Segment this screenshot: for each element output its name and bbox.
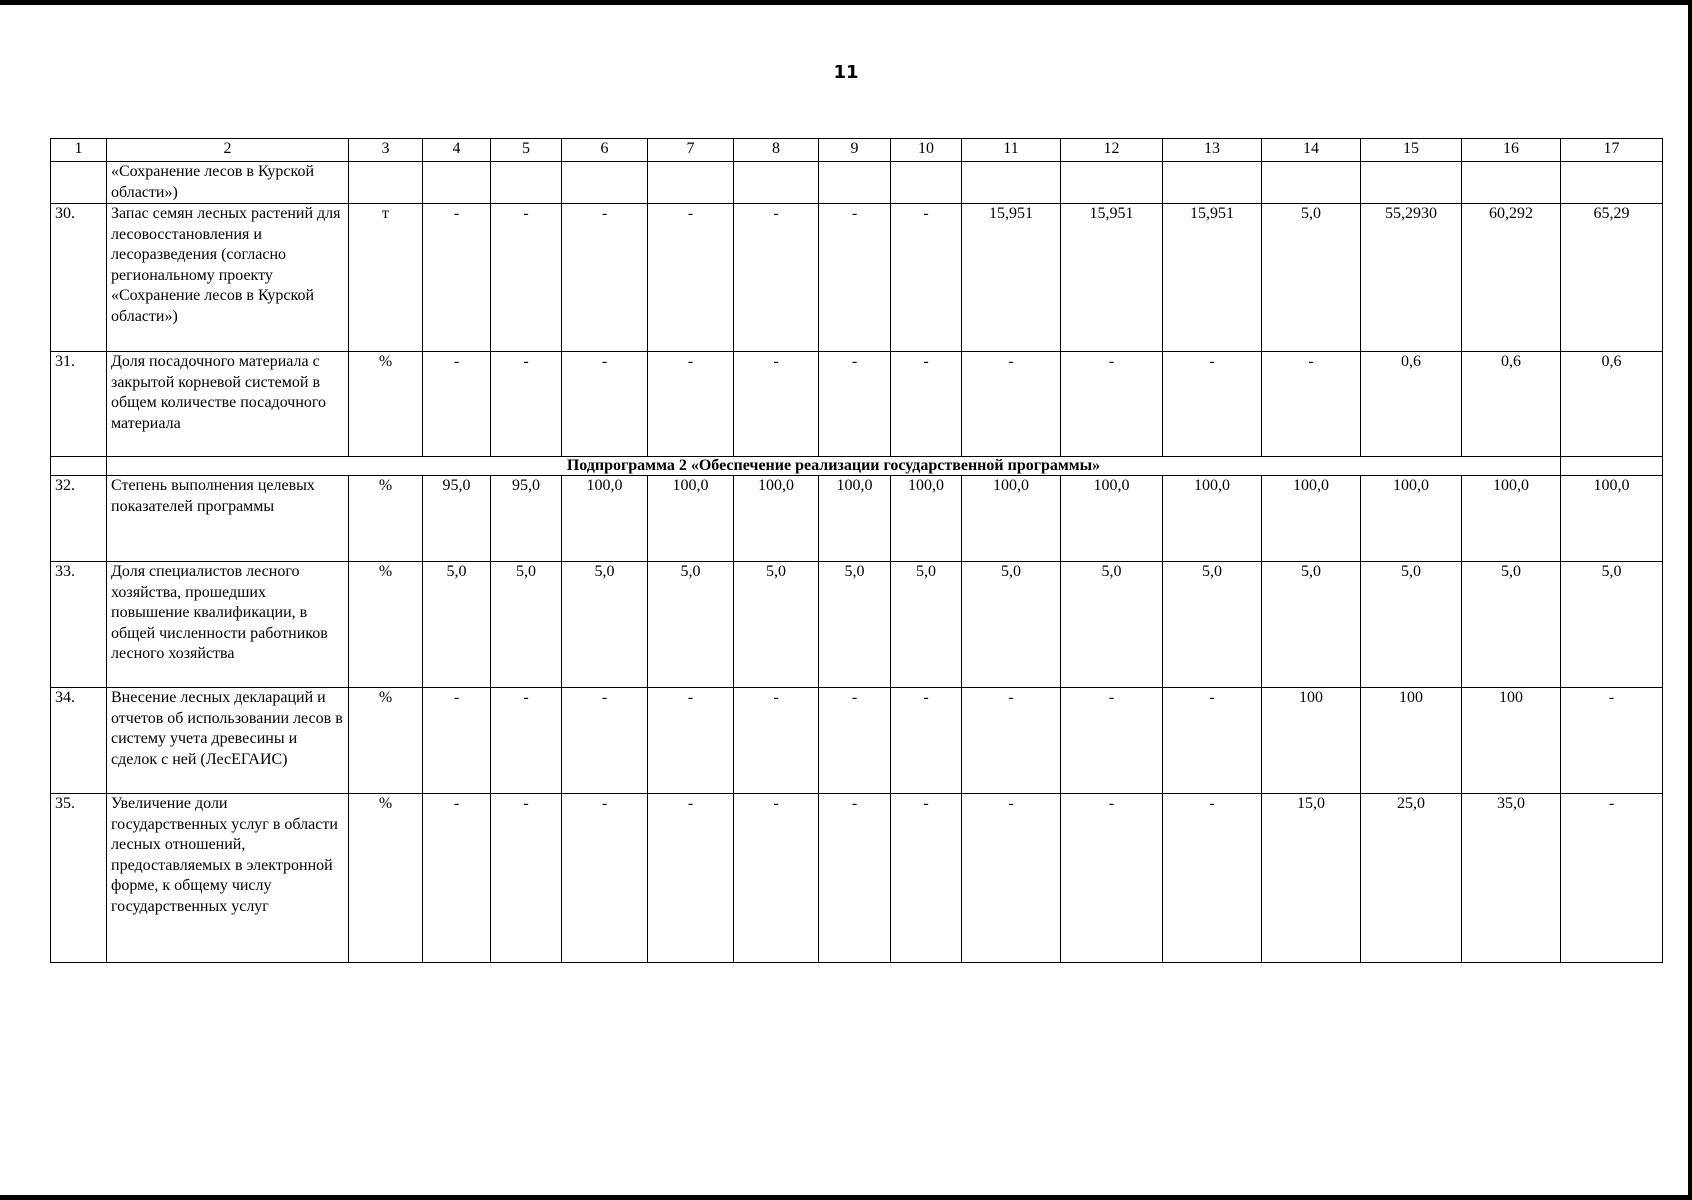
value-cell: 15,951 [1061, 204, 1163, 352]
column-header: 4 [423, 139, 491, 162]
value-cell: - [648, 352, 734, 457]
value-cell: 0,6 [1361, 352, 1462, 457]
column-header: 17 [1561, 139, 1663, 162]
value-cell: - [1061, 688, 1163, 794]
value-cell: - [423, 688, 491, 794]
indicator-name-cell: «Сохранение лесов в Курской области») [107, 162, 349, 204]
table-row [51, 794, 1663, 963]
value-cell [1561, 162, 1663, 204]
value-cell: 5,0 [962, 562, 1061, 688]
value-cell: % [349, 352, 423, 457]
indicators-table [50, 138, 1663, 963]
value-cell: 25,0 [1361, 794, 1462, 963]
header-row [51, 139, 1663, 162]
value-cell [1061, 162, 1163, 204]
value-cell: - [491, 794, 562, 963]
value-cell: 5,0 [1262, 562, 1361, 688]
value-cell: % [349, 476, 423, 562]
value-cell: % [349, 562, 423, 688]
value-cell: - [562, 352, 648, 457]
value-cell: 100,0 [1163, 476, 1262, 562]
page-border-bottom [0, 1195, 1692, 1200]
value-cell: - [819, 204, 891, 352]
value-cell: - [648, 688, 734, 794]
value-cell [962, 162, 1061, 204]
value-cell: 60,292 [1462, 204, 1561, 352]
table-row [51, 352, 1663, 457]
value-cell: - [1262, 352, 1361, 457]
value-cell: - [423, 352, 491, 457]
table-body-section-1 [51, 162, 1663, 457]
column-header: 15 [1361, 139, 1462, 162]
column-header: 2 [107, 139, 349, 162]
value-cell: - [734, 352, 819, 457]
column-header: 9 [819, 139, 891, 162]
value-cell: 100,0 [962, 476, 1061, 562]
value-cell [734, 162, 819, 204]
value-cell: 5,0 [1361, 562, 1462, 688]
page-border-top [0, 0, 1692, 5]
value-cell: 100,0 [562, 476, 648, 562]
value-cell: 95,0 [491, 476, 562, 562]
column-header: 10 [891, 139, 962, 162]
value-cell: - [819, 794, 891, 963]
value-cell: % [349, 794, 423, 963]
value-cell: 100,0 [1462, 476, 1561, 562]
indicator-name-cell: Внесение лесных деклараций и отчетов об использовании лесов в систему учета древесины и сделок с ней (ЛесЕГАИС) [107, 688, 349, 794]
value-cell: - [648, 204, 734, 352]
column-header: 8 [734, 139, 819, 162]
value-cell: 100,0 [891, 476, 962, 562]
value-cell [349, 162, 423, 204]
value-cell: т [349, 204, 423, 352]
column-header: 1 [51, 139, 107, 162]
value-cell: 100,0 [819, 476, 891, 562]
value-cell: - [891, 204, 962, 352]
value-cell: 5,0 [1163, 562, 1262, 688]
column-header: 16 [1462, 139, 1561, 162]
table-row [51, 688, 1663, 794]
value-cell: 95,0 [423, 476, 491, 562]
column-header: 6 [562, 139, 648, 162]
table-row [51, 204, 1663, 352]
value-cell: - [1163, 352, 1262, 457]
value-cell: 5,0 [1462, 562, 1561, 688]
value-cell: 5,0 [819, 562, 891, 688]
section-title: Подпрограмма 2 «Обеспечение реализации государственной программы» [107, 457, 1561, 476]
value-cell: - [891, 352, 962, 457]
row-number-cell: 32. [51, 476, 107, 562]
indicator-name-cell: Увеличение доли государственных услуг в области лесных отношений, предоставляемых в электронной форме, к общему числу государственных услуг [107, 794, 349, 963]
value-cell: 5,0 [562, 562, 648, 688]
value-cell [891, 162, 962, 204]
table-row [51, 476, 1663, 562]
row-number-cell: 33. [51, 562, 107, 688]
value-cell: - [891, 794, 962, 963]
table-body-section-title [51, 457, 1663, 476]
value-cell: 35,0 [1462, 794, 1561, 963]
value-cell: 100,0 [1561, 476, 1663, 562]
value-cell: - [562, 204, 648, 352]
value-cell: 5,0 [891, 562, 962, 688]
value-cell: 100 [1262, 688, 1361, 794]
section-row [51, 457, 1663, 476]
page-border-right [1688, 0, 1692, 1200]
table-row [51, 162, 1663, 204]
indicator-name-cell: Доля специалистов лесного хозяйства, прошедших повышение квалификации, в общей численности работников лесного хозяйства [107, 562, 349, 688]
value-cell: - [962, 688, 1061, 794]
value-cell [648, 162, 734, 204]
value-cell: - [648, 794, 734, 963]
value-cell: - [1061, 794, 1163, 963]
table-row [51, 562, 1663, 688]
value-cell: 100,0 [1262, 476, 1361, 562]
column-header: 3 [349, 139, 423, 162]
value-cell: 55,2930 [1361, 204, 1462, 352]
table-cell [51, 457, 107, 476]
column-header: 12 [1061, 139, 1163, 162]
value-cell: 5,0 [423, 562, 491, 688]
value-cell: 15,951 [962, 204, 1061, 352]
value-cell: 5,0 [491, 562, 562, 688]
column-header: 5 [491, 139, 562, 162]
value-cell: 5,0 [1561, 562, 1663, 688]
value-cell [819, 162, 891, 204]
value-cell: 0,6 [1462, 352, 1561, 457]
value-cell: 5,0 [1061, 562, 1163, 688]
value-cell: 5,0 [1262, 204, 1361, 352]
value-cell [1462, 162, 1561, 204]
value-cell: 100,0 [1061, 476, 1163, 562]
indicator-name-cell: Доля посадочного материала с закрытой корневой системой в общем количестве посадочного материала [107, 352, 349, 457]
value-cell: - [1561, 794, 1663, 963]
column-header: 13 [1163, 139, 1262, 162]
value-cell: 100,0 [1361, 476, 1462, 562]
value-cell: - [491, 204, 562, 352]
value-cell [1163, 162, 1262, 204]
value-cell: - [423, 204, 491, 352]
value-cell: - [562, 794, 648, 963]
value-cell [423, 162, 491, 204]
value-cell: 0,6 [1561, 352, 1663, 457]
value-cell: % [349, 688, 423, 794]
row-number-cell: 31. [51, 352, 107, 457]
column-header: 14 [1262, 139, 1361, 162]
value-cell: 15,951 [1163, 204, 1262, 352]
value-cell [562, 162, 648, 204]
value-cell: - [734, 688, 819, 794]
value-cell: - [562, 688, 648, 794]
value-cell: - [819, 352, 891, 457]
row-number-cell [51, 162, 107, 204]
value-cell: 100 [1361, 688, 1462, 794]
row-number-cell: 35. [51, 794, 107, 963]
table-cell [1561, 457, 1663, 476]
value-cell: - [1561, 688, 1663, 794]
column-header: 11 [962, 139, 1061, 162]
value-cell: - [734, 794, 819, 963]
value-cell: 100,0 [734, 476, 819, 562]
value-cell: 15,0 [1262, 794, 1361, 963]
value-cell: - [819, 688, 891, 794]
value-cell: - [423, 794, 491, 963]
value-cell: 5,0 [734, 562, 819, 688]
value-cell: 100,0 [648, 476, 734, 562]
row-number-cell: 34. [51, 688, 107, 794]
column-header: 7 [648, 139, 734, 162]
value-cell: - [491, 352, 562, 457]
value-cell: 100 [1462, 688, 1561, 794]
value-cell: 5,0 [648, 562, 734, 688]
value-cell: - [891, 688, 962, 794]
value-cell: 65,29 [1561, 204, 1663, 352]
value-cell: - [962, 794, 1061, 963]
value-cell [491, 162, 562, 204]
table-body-section-2 [51, 476, 1663, 963]
page-number: 11 [833, 62, 859, 83]
value-cell: - [962, 352, 1061, 457]
indicator-name-cell: Степень выполнения целевых показателей программы [107, 476, 349, 562]
indicator-name-cell: Запас семян лесных растений для лесовосстановления и лесоразведения (согласно региональному проекту «Сохранение лесов в Курской области») [107, 204, 349, 352]
value-cell: - [1163, 688, 1262, 794]
value-cell: - [491, 688, 562, 794]
value-cell: - [1061, 352, 1163, 457]
row-number-cell: 30. [51, 204, 107, 352]
value-cell: - [1163, 794, 1262, 963]
value-cell [1262, 162, 1361, 204]
value-cell: - [734, 204, 819, 352]
value-cell [1361, 162, 1462, 204]
